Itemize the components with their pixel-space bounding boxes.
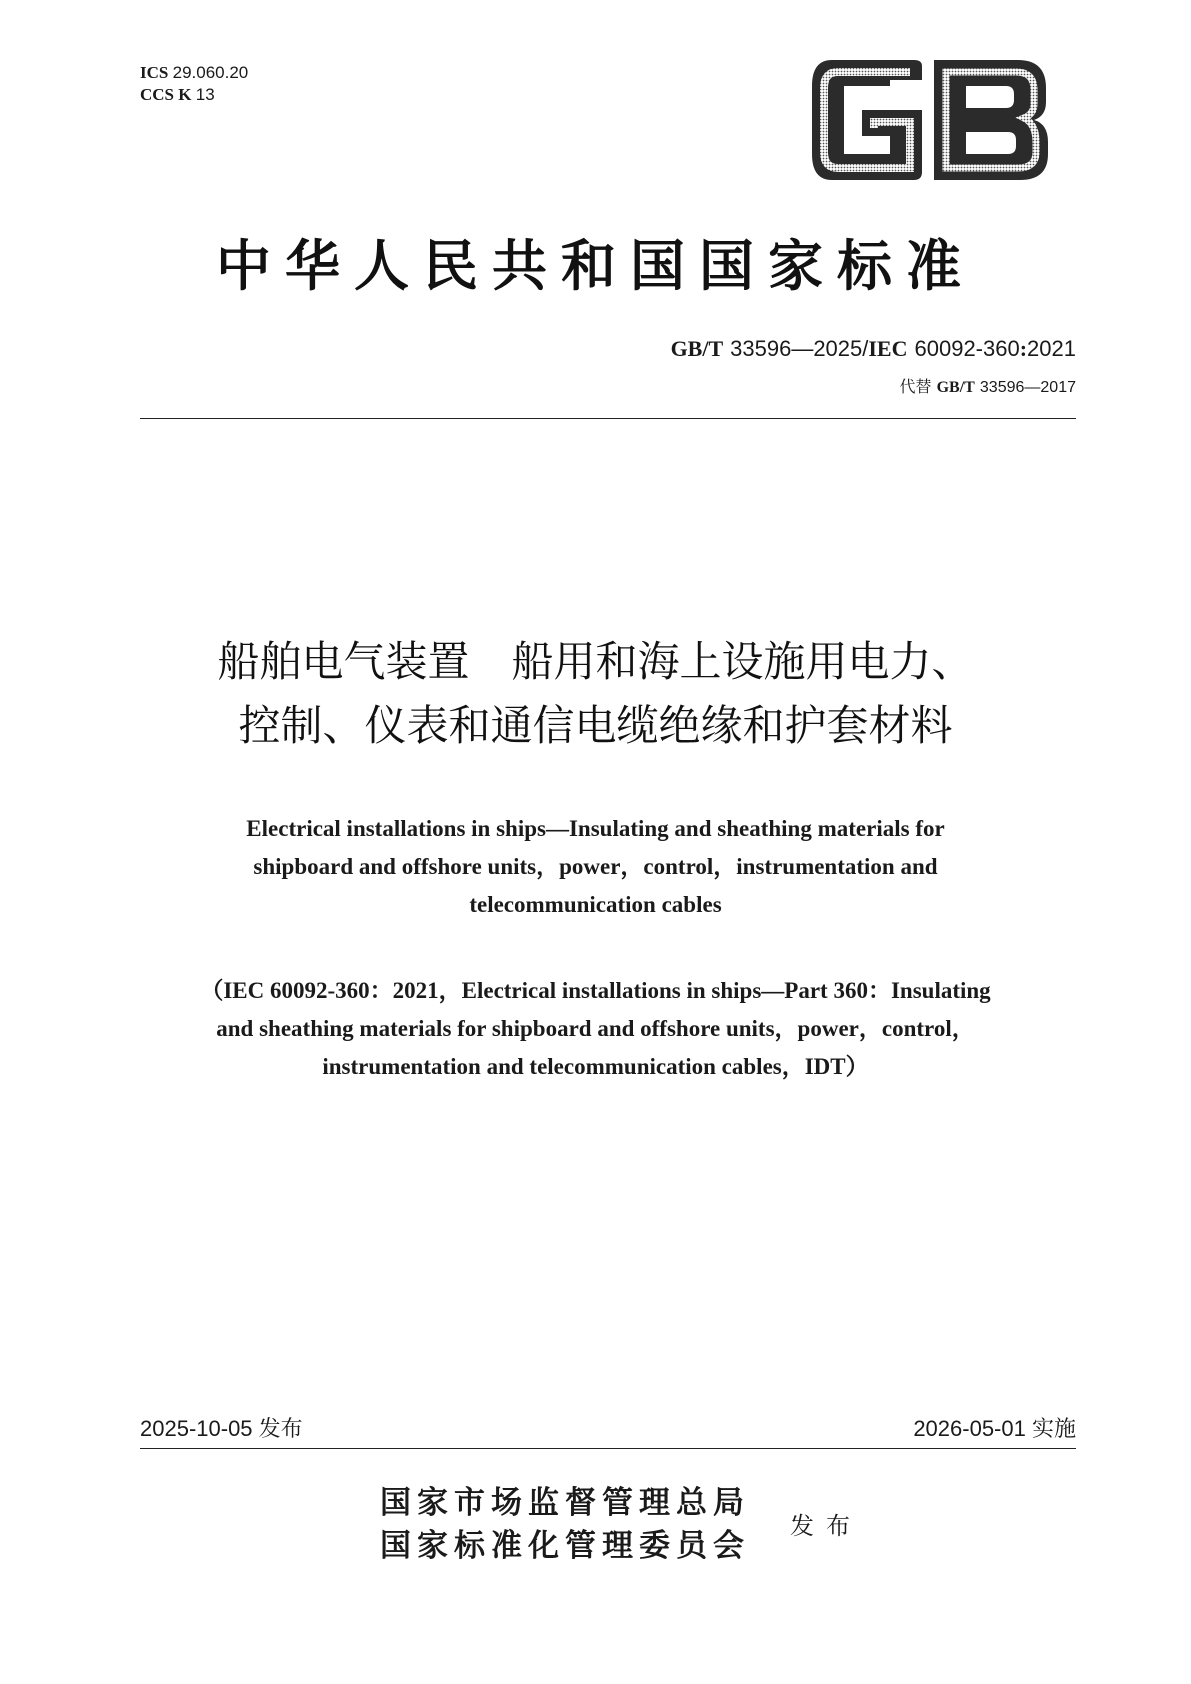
replaces-number: 33596—2017 [979, 379, 1076, 396]
replaces-prefix: GB/T [936, 379, 975, 396]
iec-colon: : [1019, 336, 1028, 361]
effective-date-label: 实施 [1031, 1417, 1076, 1442]
effective-date-value: 2026-05-01 [913, 1416, 1026, 1441]
issuer-sac: 国家标准化管理委员会 [380, 1528, 750, 1564]
english-title-line: Electrical installations in ships—Insulating and sheathing materials for [246, 816, 945, 841]
issuer-samr: 国家市场监督管理总局 [380, 1485, 750, 1521]
chinese-title [0, 630, 1191, 758]
english-title-line: shipboard and offshore units，power，control，instrumentation and [253, 854, 938, 879]
iec-equivalent-title [120, 972, 1071, 1086]
english-title-line: telecommunication cables [469, 892, 722, 917]
iec-title-line: （IEC 60092-360：2021，Electrical installations in ships—Part 360：Insulating [200, 978, 991, 1003]
effective-date [913, 1412, 1076, 1443]
top-divider [140, 418, 1076, 419]
ics-code [140, 62, 248, 84]
replaces-standard [899, 374, 1076, 397]
chinese-title-line: 控制、仪表和通信电缆绝缘和护套材料 [238, 701, 953, 750]
publish-date-label: 发布 [258, 1417, 303, 1442]
issue-label: 发布 [790, 1512, 862, 1540]
replaces-label: 代替 [899, 377, 932, 396]
publish-date-value: 2025-10-05 [140, 1416, 253, 1441]
chinese-title-line: 船舶电气装置 船用和海上设施用电力、 [217, 637, 974, 686]
english-title [120, 810, 1071, 924]
classification-codes [140, 62, 248, 106]
iec-title-line: instrumentation and telecommunication cables，IDT） [322, 1054, 869, 1079]
standard-code: 33596—2025/ [730, 336, 869, 361]
ics-value: 29.060.20 [172, 63, 249, 82]
iec-code: 60092-360 [914, 336, 1020, 361]
ccs-label: CCS [140, 85, 175, 104]
publish-date [140, 1412, 303, 1443]
national-standard-heading: 中华人民共和国国家标准 [215, 233, 975, 298]
iec-title-line: and sheathing materials for shipboard and offshore units，power，control， [216, 1016, 975, 1041]
standard-prefix: GB/T [670, 336, 724, 361]
bottom-divider [140, 1448, 1076, 1449]
ccs-letter: K [178, 85, 192, 104]
iec-year: 2021 [1027, 336, 1076, 361]
ics-label: ICS [140, 63, 169, 82]
gb-logo [810, 58, 1050, 183]
standard-number [671, 336, 1076, 362]
iec-prefix: IEC [868, 336, 908, 361]
issuing-authorities [380, 1482, 750, 1568]
ccs-value: 13 [195, 85, 215, 104]
ccs-code [140, 84, 248, 106]
